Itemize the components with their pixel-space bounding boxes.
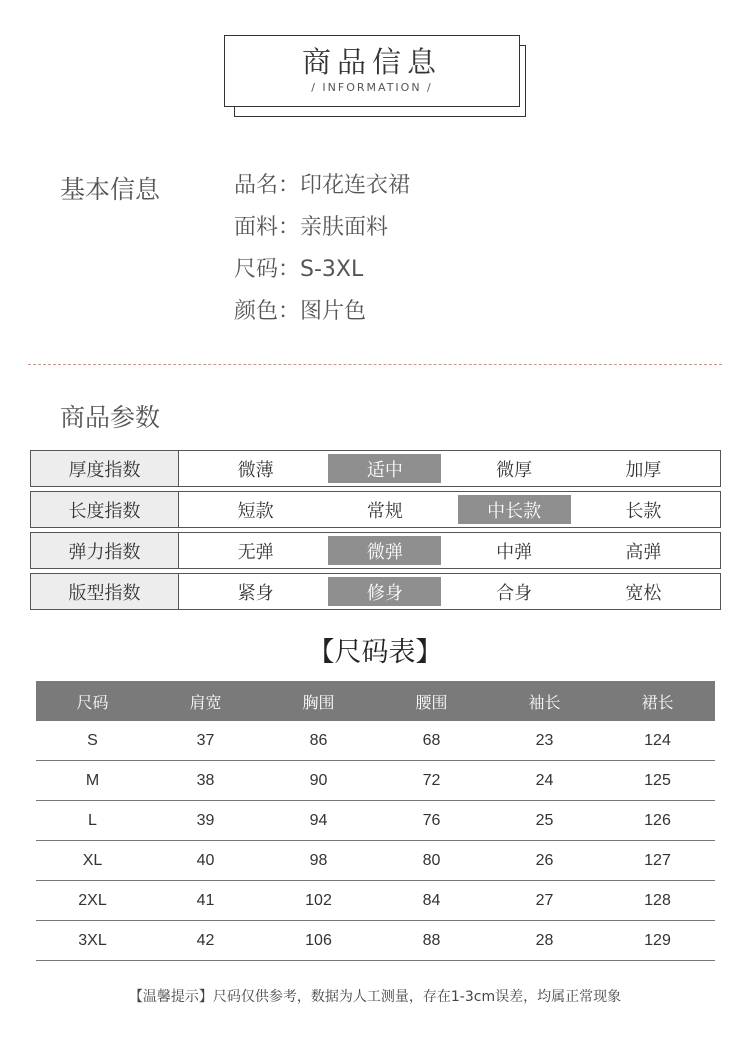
table-cell: S	[87, 731, 98, 749]
size-table	[36, 681, 715, 961]
param-option: 合身	[496, 582, 533, 604]
table-cell: 40	[196, 851, 215, 869]
table-cell: 37	[196, 731, 215, 749]
param-option: 宽松	[625, 582, 662, 604]
table-cell: 98	[309, 851, 328, 869]
table-cell: 76	[422, 811, 441, 829]
table-cell: 124	[644, 731, 671, 749]
param-option: 中弹	[496, 541, 533, 563]
header-title: 商品信息	[301, 45, 442, 79]
table-cell: 94	[309, 811, 328, 829]
basic-info-value: S-3XL	[300, 257, 364, 282]
table-cell: 106	[305, 931, 332, 949]
table-cell: 23	[535, 731, 554, 749]
size-table-header-cell: 腰围	[415, 692, 448, 712]
param-option: 紧身	[237, 582, 274, 604]
param-option: 加厚	[625, 459, 662, 481]
param-option: 高弹	[625, 541, 662, 563]
param-label: 版型指数	[31, 574, 179, 609]
param-row-thickness	[30, 450, 721, 487]
size-table-header-cell: 裙长	[641, 692, 674, 712]
table-cell: 68	[422, 731, 441, 749]
table-cell: 25	[535, 811, 554, 829]
warm-tip: 【温馨提示】尺码仅供参考，数据为人工测量，存在1-3cm误差，均属正常现象	[128, 989, 622, 1005]
param-options	[179, 451, 720, 486]
table-cell: XL	[82, 851, 103, 869]
table-row	[36, 721, 715, 761]
param-label: 弹力指数	[31, 533, 179, 568]
table-cell: 26	[535, 851, 554, 869]
table-cell: 80	[422, 851, 441, 869]
table-cell: 125	[644, 771, 671, 789]
table-row	[36, 801, 715, 841]
table-row	[36, 841, 715, 881]
table-cell: L	[88, 811, 97, 829]
table-cell: 3XL	[78, 931, 107, 949]
basic-info-value: 图片色	[300, 299, 367, 324]
table-cell: 84	[422, 891, 441, 909]
table-cell: 39	[196, 811, 215, 829]
table-cell: 2XL	[78, 891, 107, 909]
table-cell: 42	[196, 931, 215, 949]
table-cell: 102	[305, 891, 332, 909]
table-cell: 41	[196, 891, 215, 909]
table-row	[36, 761, 715, 801]
basic-info-label: 尺码：	[234, 257, 301, 282]
size-table-header-cell: 袖长	[528, 692, 561, 712]
table-cell: 38	[196, 771, 215, 789]
param-option: 短款	[237, 500, 274, 522]
param-options	[179, 533, 720, 568]
table-cell: 88	[422, 931, 441, 949]
table-cell: 126	[644, 811, 671, 829]
size-table-header-cell: 胸围	[302, 692, 335, 712]
param-option: 无弹	[237, 541, 274, 563]
dashed-divider	[28, 364, 722, 365]
param-label: 厚度指数	[31, 451, 179, 486]
table-cell: 86	[309, 731, 328, 749]
param-option-selected: 修身	[328, 577, 441, 606]
param-row-elasticity	[30, 532, 721, 569]
param-option-selected: 适中	[328, 454, 441, 483]
basic-info-row	[234, 294, 410, 336]
table-row	[36, 921, 715, 961]
param-option-selected: 微弹	[328, 536, 441, 565]
table-cell: 28	[535, 931, 554, 949]
param-option: 微厚	[496, 459, 533, 481]
basic-info-value: 亲肤面料	[300, 215, 389, 240]
param-option-selected: 中长款	[458, 495, 571, 524]
basic-info-row	[234, 210, 410, 252]
param-option: 常规	[366, 500, 403, 522]
table-cell: 128	[644, 891, 671, 909]
basic-info-row	[234, 252, 410, 294]
basic-info-label: 面料：	[234, 215, 301, 240]
table-cell: M	[85, 771, 100, 789]
size-table-header-cell: 尺码	[76, 692, 109, 712]
table-cell: 27	[535, 891, 554, 909]
table-cell: 24	[535, 771, 554, 789]
param-options	[179, 492, 720, 527]
basic-info-label: 颜色：	[234, 299, 301, 324]
header-subtitle: / INFORMATION /	[311, 81, 433, 94]
param-option: 长款	[625, 500, 662, 522]
basic-info-value: 印花连衣裙	[300, 173, 411, 198]
size-table-title: 【尺码表】	[307, 637, 443, 668]
table-cell: 72	[422, 771, 441, 789]
basic-info-row	[234, 168, 410, 210]
param-option: 微薄	[237, 459, 274, 481]
table-cell: 127	[644, 851, 671, 869]
table-row	[36, 881, 715, 921]
table-cell: 129	[644, 931, 671, 949]
basic-info-list	[234, 168, 410, 336]
header-box	[224, 35, 520, 107]
param-options	[179, 574, 720, 609]
basic-info-title: 基本信息	[60, 175, 161, 204]
params-title: 商品参数	[60, 403, 161, 432]
basic-info-label: 品名：	[234, 173, 301, 198]
table-cell: 90	[309, 771, 328, 789]
param-row-length	[30, 491, 721, 528]
param-label: 长度指数	[31, 492, 179, 527]
param-row-fit	[30, 573, 721, 610]
size-table-header	[36, 681, 715, 721]
size-table-header-cell: 肩宽	[189, 692, 222, 712]
